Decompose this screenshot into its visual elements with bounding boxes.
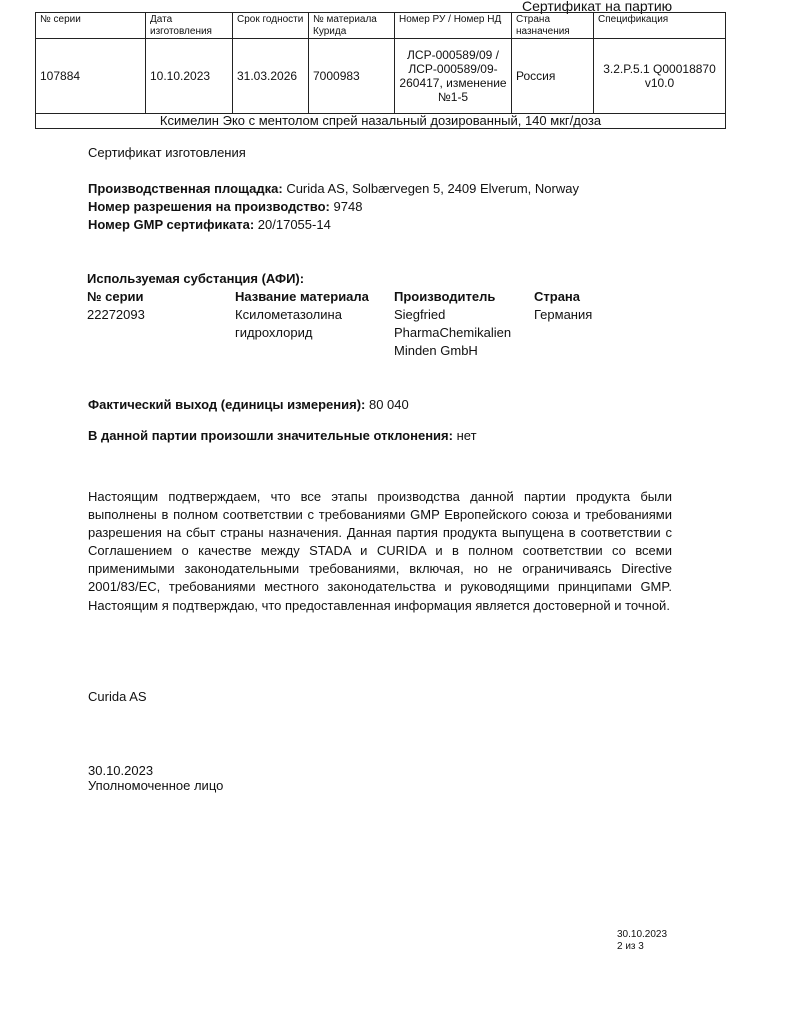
production-site-value: Curida AS, Solbærvegen 5, 2409 Elverum, Norway <box>286 181 579 196</box>
column-header: Спецификация <box>594 13 726 39</box>
compliance-statement: Настоящим подтверждаем, что все этапы производства данной партии продукта были выполнены в полном соответствии с требованиями GMP Европейского союза и требованиями разрешения на сбыт страны назначения. Данная партия продукта выпущена в соответствии с Соглашением о качестве между STADA и CURIDA и в полном соответствии со всеми применимыми законодательными требованиями, включая, но не ограничиваясь Directive 2001/83/EC, требованиями местного законодательства и руководящими принципами GMP. Настоящим я подтверждаю, что предоставленная информация является достоверной и точной. <box>88 489 672 613</box>
column-header: Страна назначения <box>512 13 594 39</box>
product-name-cell: Ксимелин Эко с ментолом спрей назальный дозированный, 140 мкг/доза <box>36 114 726 129</box>
column-header: Дата изготовления <box>146 13 233 39</box>
destination-country-cell: Россия <box>512 39 594 114</box>
page-number: 2 из 3 <box>617 941 644 952</box>
gmp-certificate-value: 20/17055-14 <box>257 217 331 232</box>
permit-number-label: Номер разрешения на производство: <box>88 199 330 214</box>
api-series-value: 22272093 <box>87 307 145 322</box>
gmp-certificate-label: Номер GMP сертификата: <box>88 217 255 232</box>
api-maker-value-line: Minden GmbH <box>394 343 478 358</box>
api-series-column <box>87 288 145 324</box>
batch-header-table <box>35 12 726 129</box>
product-row <box>36 114 726 129</box>
manufacture-date-cell: 10.10.2023 <box>146 39 233 114</box>
api-name-value-line: Ксилометазолина <box>235 307 342 322</box>
api-maker-column <box>394 288 511 360</box>
registration-number-cell: ЛСР-000589/09 / ЛСР-000589/09-260417, изменение №1-5 <box>395 39 512 114</box>
specification-cell: 3.2.P.5.1 Q00018870 v10.0 <box>594 39 726 114</box>
table-row <box>36 39 726 114</box>
api-name-value-line: гидрохлорид <box>235 325 313 340</box>
material-number-cell: 7000983 <box>309 39 395 114</box>
series-cell: 107884 <box>36 39 146 114</box>
api-heading: Используемая субстанция (АФИ): <box>87 271 305 286</box>
api-name-column <box>235 288 369 342</box>
api-country-header: Страна <box>534 289 581 304</box>
column-header: Номер РУ / Номер НД <box>395 13 512 39</box>
signature-role: Уполномоченное лицо <box>88 778 224 793</box>
permit-number-value: 9748 <box>333 199 363 214</box>
api-series-header: № серии <box>87 289 144 304</box>
production-site-label: Производственная площадка: <box>88 181 283 196</box>
api-maker-header: Производитель <box>394 289 496 304</box>
api-name-header: Название материала <box>235 289 369 304</box>
deviations-value: нет <box>456 428 477 443</box>
production-site-line <box>88 180 579 198</box>
expiry-date-cell: 31.03.2026 <box>233 39 309 114</box>
permit-number-line <box>88 198 362 216</box>
actual-yield-line <box>88 396 409 414</box>
signature-date: 30.10.2023 <box>88 763 154 778</box>
actual-yield-value: 80 040 <box>368 397 409 412</box>
signature-company: Curida AS <box>88 689 147 704</box>
column-header: № серии <box>36 13 146 39</box>
footer-date: 30.10.2023 <box>617 929 668 940</box>
column-header: № материала Курида <box>309 13 395 39</box>
api-country-column <box>534 288 592 324</box>
deviations-label: В данной партии произошли значительные отклонения: <box>88 428 453 443</box>
certificate-heading: Сертификат изготовления <box>88 145 246 160</box>
deviations-line <box>88 427 477 445</box>
api-maker-value-line: PharmaChemikalien <box>394 325 512 340</box>
table-header-row <box>36 13 726 39</box>
api-maker-value-line: Siegfried <box>394 307 446 322</box>
api-country-value: Германия <box>534 307 593 322</box>
document-title: Сертификат на партию <box>522 0 673 14</box>
column-header: Срок годности <box>233 13 309 39</box>
gmp-certificate-line <box>88 216 331 234</box>
actual-yield-label: Фактический выход (единицы измерения): <box>88 397 366 412</box>
